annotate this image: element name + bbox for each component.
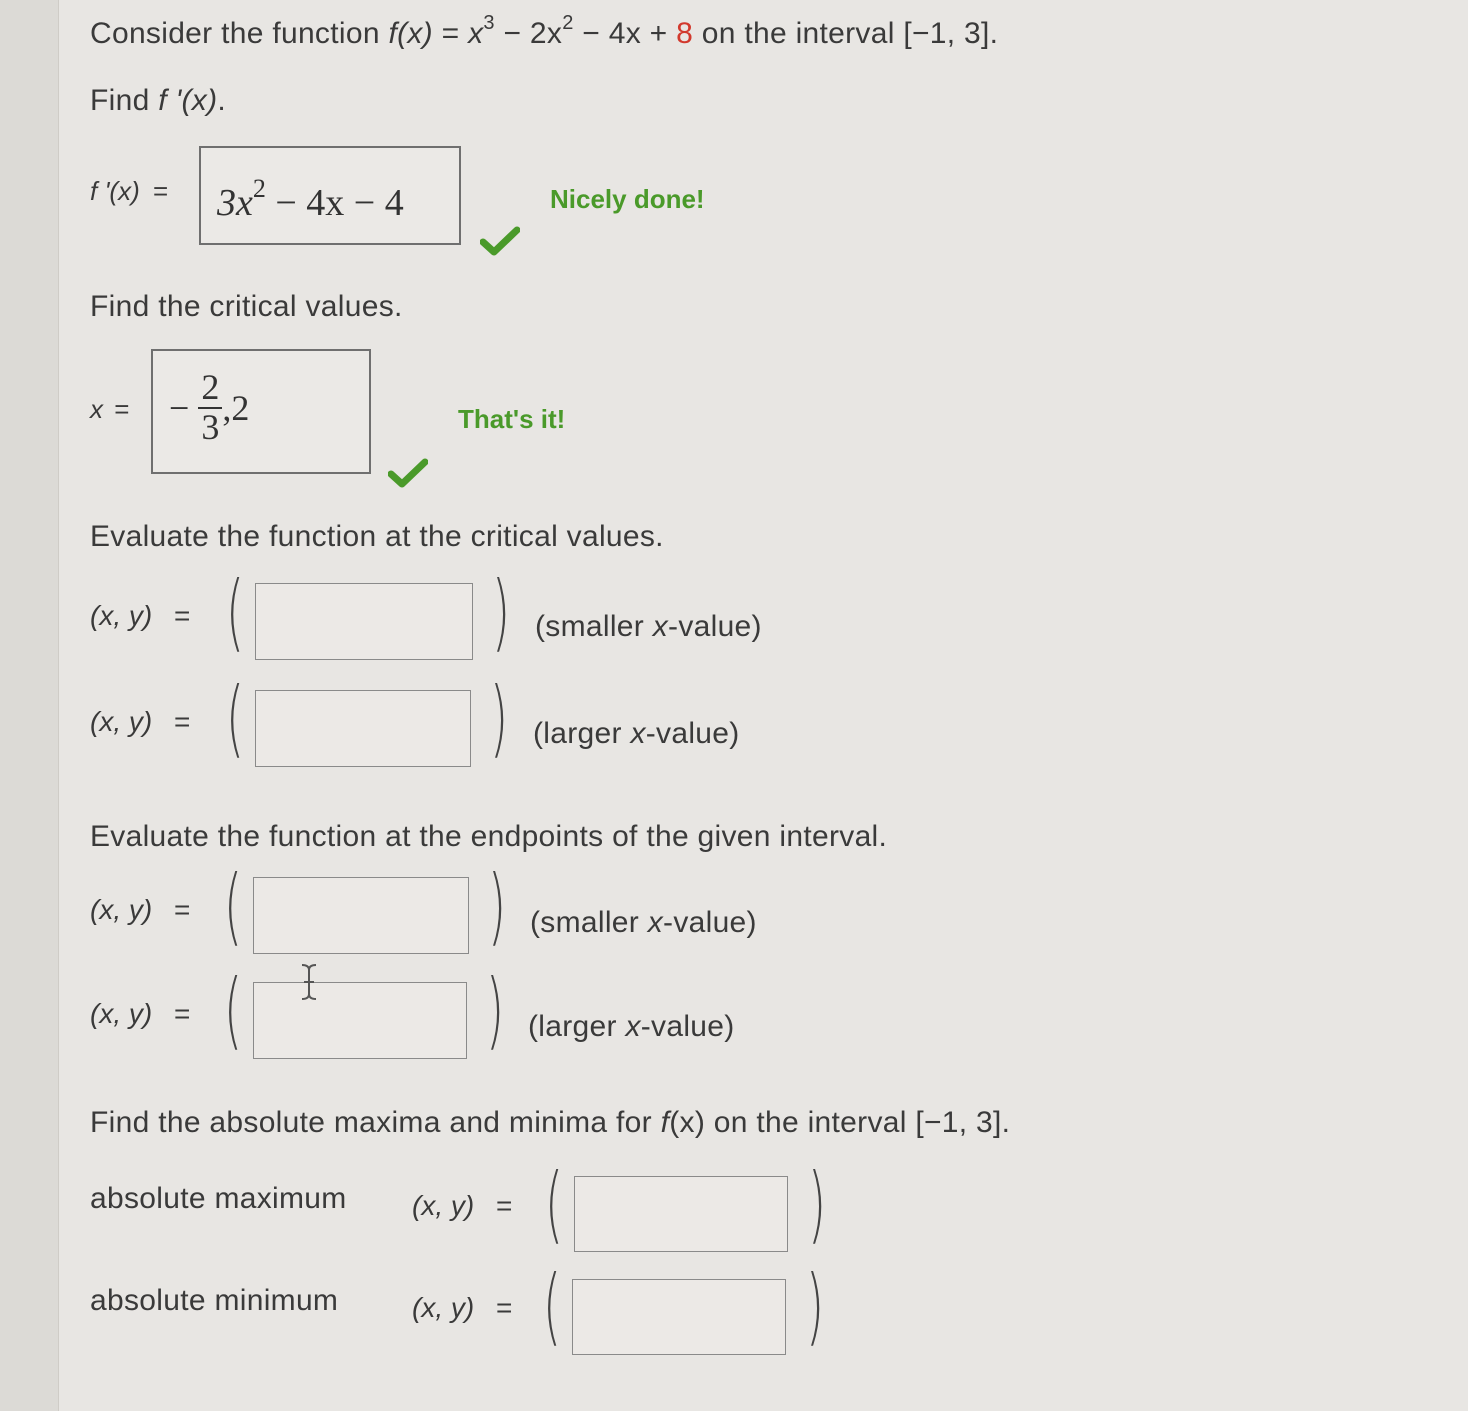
critical-rest: ,2 — [222, 387, 250, 428]
critical-larger-input[interactable] — [255, 690, 471, 767]
note-a: (smaller — [535, 610, 653, 643]
derivative-prompt-b: f '(x) — [158, 84, 218, 117]
note-a: (smaller — [530, 906, 648, 939]
equals-sign: = — [174, 998, 191, 1029]
derivative-prompt-a: Find — [90, 84, 159, 117]
check-icon — [480, 226, 520, 256]
derivative-answer-b: − 4x − 4 — [265, 182, 404, 224]
xy-text: (x, y) — [412, 1190, 475, 1221]
problem-x3: x — [468, 17, 484, 50]
derivative-label-text: f '(x) — [90, 176, 140, 206]
problem-exp2: 2 — [562, 12, 574, 34]
problem-fx: f(x) — [388, 17, 433, 50]
xy-text: (x, y) — [412, 1292, 475, 1323]
eval-critical-prompt: Evaluate the function at the critical values. — [90, 520, 664, 553]
xy-label — [90, 998, 190, 1030]
check-icon — [388, 458, 428, 488]
derivative-feedback: Nicely done! — [550, 184, 705, 214]
derivative-answer-a: 3x — [217, 182, 253, 224]
note-c: -value) — [645, 717, 740, 750]
derivative-prompt-c: . — [217, 84, 227, 117]
absolute-maximum-label: absolute maximum — [90, 1182, 347, 1215]
critical-feedback: That's it! — [458, 404, 566, 434]
problem-constant: 8 — [676, 17, 694, 50]
close-paren: ) — [808, 1155, 827, 1253]
open-paren: ( — [226, 563, 245, 661]
note-b: x — [630, 717, 646, 750]
note-c: -value) — [640, 1010, 735, 1043]
open-paren: ( — [224, 961, 243, 1059]
close-paren: ) — [490, 669, 509, 767]
derivative-equals: = — [152, 176, 169, 206]
critical-den: 3 — [201, 406, 220, 447]
note-c: -value) — [663, 906, 757, 939]
derivative-answer-exp: 2 — [252, 174, 266, 203]
xy-label — [412, 1190, 512, 1222]
xy-label — [90, 600, 190, 632]
absolute-minimum-input[interactable] — [572, 1279, 786, 1355]
equals-sign: = — [174, 706, 191, 737]
xy-label — [90, 894, 190, 926]
xy-text: (x, y) — [90, 894, 153, 925]
xy-text: (x, y) — [90, 998, 153, 1029]
open-paren: ( — [543, 1257, 562, 1355]
problem-interval: on the interval [−1, 3]. — [693, 17, 999, 50]
extrema-prompt-b: f — [660, 1106, 670, 1139]
close-paren: ) — [488, 857, 507, 955]
left-margin — [0, 0, 59, 1411]
row-note — [533, 717, 740, 751]
note-b: x — [625, 1010, 641, 1043]
problem-exp3: 3 — [483, 12, 495, 34]
equals-sign: = — [496, 1292, 513, 1323]
close-paren: ) — [486, 961, 505, 1059]
endpoint-larger-input[interactable] — [253, 982, 467, 1059]
critical-neg: − — [169, 387, 190, 428]
note-b: x — [647, 906, 664, 939]
critical-num: 2 — [198, 369, 222, 409]
absolute-minimum-label: absolute minimum — [90, 1284, 339, 1317]
derivative-label — [90, 176, 168, 207]
critical-prompt: Find the critical values. — [90, 290, 403, 323]
problem-statement — [90, 12, 998, 51]
row-note — [528, 1010, 735, 1044]
problem-eq: = — [432, 17, 469, 50]
equals-sign: = — [174, 600, 191, 631]
xy-text: (x, y) — [90, 706, 153, 737]
derivative-answer — [217, 174, 404, 225]
open-paren: ( — [224, 857, 243, 955]
close-paren: ) — [806, 1257, 825, 1355]
critical-answer-box[interactable] — [151, 349, 371, 474]
xy-label — [90, 706, 190, 738]
xy-label — [412, 1292, 512, 1324]
extrema-prompt-c: (x) on the interval [−1, 3]. — [669, 1106, 1011, 1139]
xy-text: (x, y) — [90, 600, 153, 631]
equals-sign: = — [174, 894, 191, 925]
problem-rest: − 4x + — [573, 17, 677, 50]
problem-2x: − 2x — [494, 17, 563, 50]
endpoint-smaller-input[interactable] — [253, 877, 469, 954]
extrema-prompt-a: Find the absolute maxima and minima for — [90, 1106, 661, 1139]
extrema-prompt — [90, 1106, 1010, 1140]
critical-label — [90, 394, 129, 425]
row-note — [535, 610, 762, 644]
critical-smaller-input[interactable] — [255, 583, 473, 660]
note-a: (larger — [533, 717, 631, 750]
derivative-prompt — [90, 84, 226, 118]
critical-fraction — [198, 369, 222, 447]
problem-intro: Consider the function — [90, 17, 389, 50]
eval-endpoints-prompt: Evaluate the function at the endpoints of the given interval. — [90, 820, 888, 853]
open-paren: ( — [545, 1155, 564, 1253]
open-paren: ( — [226, 669, 245, 767]
critical-answer — [169, 369, 249, 447]
row-note — [530, 906, 757, 940]
text-cursor-icon — [297, 962, 321, 1002]
absolute-maximum-input[interactable] — [574, 1176, 788, 1252]
critical-label-x: x — [90, 394, 103, 424]
note-c: -value) — [668, 610, 762, 643]
note-b: x — [652, 610, 669, 643]
derivative-answer-box[interactable] — [199, 146, 461, 245]
note-a: (larger — [528, 1010, 626, 1043]
equals-sign: = — [496, 1190, 513, 1221]
critical-equals: = — [114, 394, 130, 424]
close-paren: ) — [492, 563, 511, 661]
